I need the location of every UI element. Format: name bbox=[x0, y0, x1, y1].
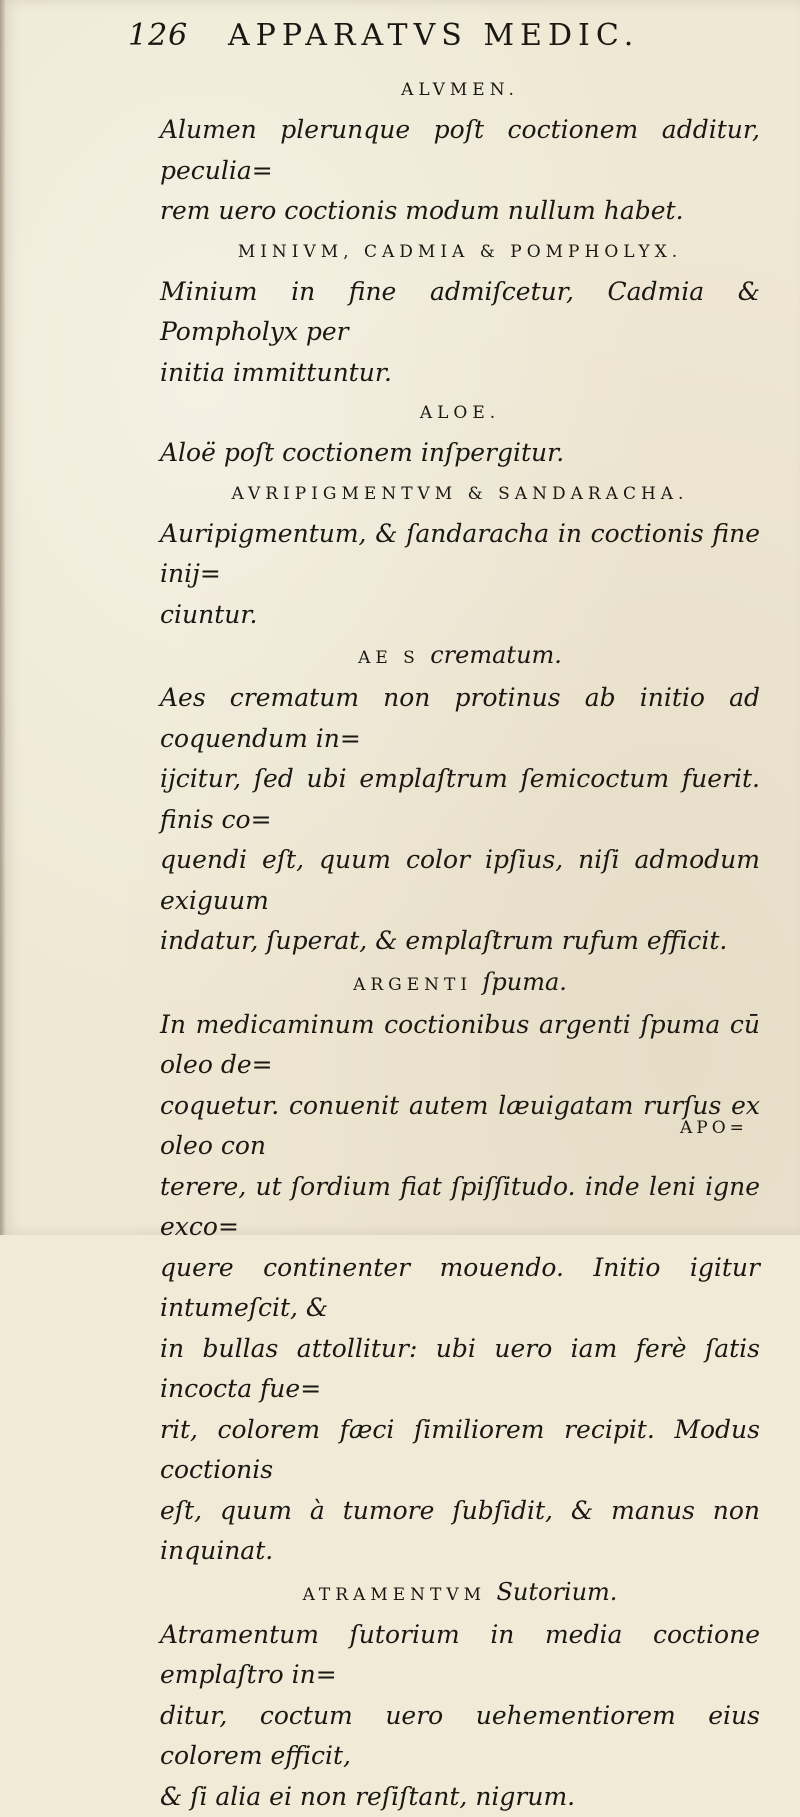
page-gutter-shadow bbox=[0, 0, 6, 1235]
text-line: In medicaminum coctionibus argenti ſpuma cū oleo de= bbox=[160, 1005, 760, 1086]
section-heading bbox=[160, 393, 760, 433]
text-line: Aes crematum non protinus ab initio ad coquendum in= bbox=[160, 678, 760, 759]
text-line: ciuntur. bbox=[160, 595, 760, 636]
text-line: ijcitur, ſed ubi emplaſtrum ſemicoctum fuerit. finis co= bbox=[160, 759, 760, 840]
section-heading bbox=[160, 474, 760, 514]
text-line: & ſi alia ei non reſiſtant, nigrum. bbox=[160, 1777, 760, 1817]
section-paragraph bbox=[160, 272, 760, 394]
running-header bbox=[128, 18, 708, 58]
text-line: Atramentum ſutorium in media coctione emplaſtro in= bbox=[160, 1615, 760, 1696]
text-line: in bullas attollitur: ubi uero iam ferè ſatis incocta fue= bbox=[160, 1329, 760, 1410]
section-heading-text: ARGENTI bbox=[353, 975, 472, 995]
text-line: indatur, ſuperat, & emplaſtrum rufum efficit. bbox=[160, 921, 760, 962]
main-text bbox=[160, 70, 760, 1817]
section-heading-text: AE S bbox=[358, 648, 420, 668]
catchword: APO= bbox=[680, 1118, 748, 1138]
section-heading-text: MINIVM, CADMIA & POMPHOLYX. bbox=[238, 242, 682, 262]
section-heading-text: ALVMEN. bbox=[401, 80, 519, 100]
text-line: coquetur. conuenit autem læuigatam rurſus ex oleo con bbox=[160, 1086, 760, 1167]
text-line: eſt, quum à tumore ſubſidit, & manus non inquinat. bbox=[160, 1491, 760, 1572]
text-line: Minium in fine admiſcetur, Cadmia & Pompholyx per bbox=[160, 272, 760, 353]
section-paragraph bbox=[160, 433, 760, 474]
section-paragraph bbox=[160, 678, 760, 962]
section-heading bbox=[160, 70, 760, 110]
text-line: Alumen plerunque poſt coctionem additur, peculia= bbox=[160, 110, 760, 191]
text-line: Aloë poſt coctionem inſpergitur. bbox=[160, 433, 760, 474]
text-line: quendi eſt, quum color ipſius, niſi admodum exiguum bbox=[160, 840, 760, 921]
text-line: quere continenter mouendo. Initio igitur intumeſcit, & bbox=[160, 1248, 760, 1329]
page-number: 126 bbox=[128, 18, 188, 53]
section-heading bbox=[160, 232, 760, 272]
text-line: initia immittuntur. bbox=[160, 353, 760, 394]
text-line: rem uero coctionis modum nullum habet. bbox=[160, 191, 760, 232]
section-heading-text: ALOE. bbox=[420, 403, 500, 423]
section-paragraph bbox=[160, 1615, 760, 1817]
text-line: ditur, coctum uero uehementiorem eius colorem efficit, bbox=[160, 1696, 760, 1777]
section-heading bbox=[160, 962, 760, 1005]
section-paragraph bbox=[160, 514, 760, 636]
section-heading-text: AVRIPIGMENTVM & SANDARACHA. bbox=[232, 484, 689, 504]
section-heading bbox=[160, 1572, 760, 1615]
section-heading bbox=[160, 635, 760, 678]
text-line: terere, ut ſordium fiat ſpiſſitudo. inde leni igne exco= bbox=[160, 1167, 760, 1248]
section-paragraph bbox=[160, 110, 760, 232]
section-heading-italic: crematum. bbox=[430, 641, 562, 669]
section-heading-italic: Sutorium. bbox=[496, 1578, 617, 1606]
section-paragraph bbox=[160, 1005, 760, 1572]
section-heading-italic: ſpuma. bbox=[483, 968, 567, 996]
section-heading-text: ATRAMENTVM bbox=[303, 1585, 486, 1605]
text-line: rit, colorem fæci ſimiliorem recipit. Modus coctionis bbox=[160, 1410, 760, 1491]
running-title: APPARATVS MEDIC. bbox=[228, 18, 639, 53]
text-line: Auripigmentum, & ſandaracha in coctionis fine inij= bbox=[160, 514, 760, 595]
